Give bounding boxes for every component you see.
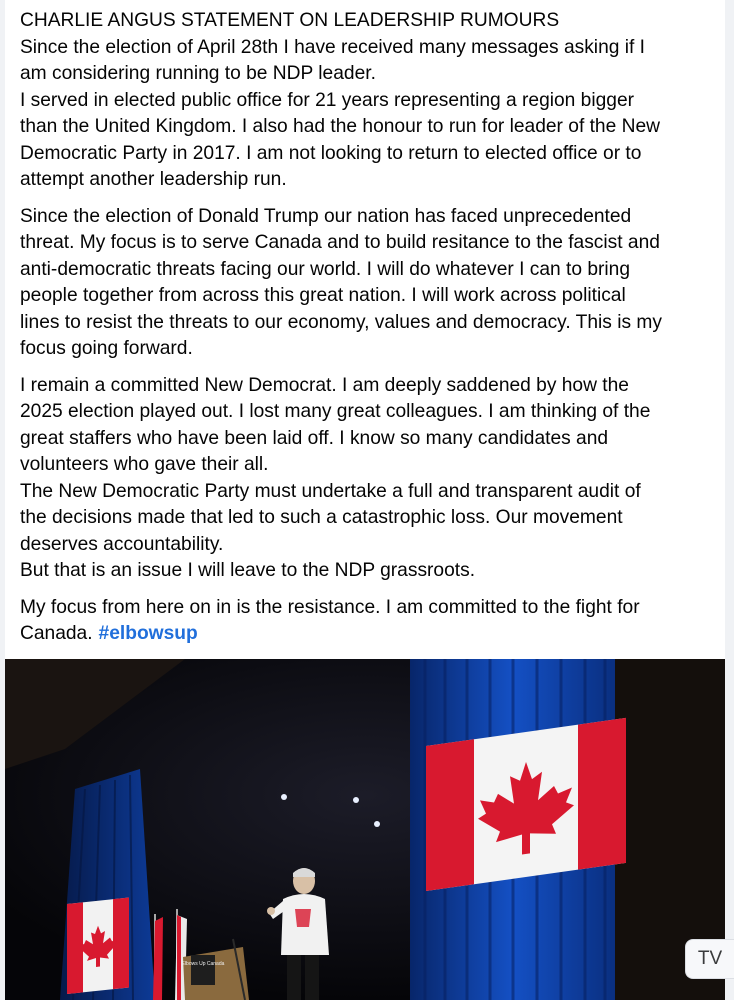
text-line: I served in elected public office for 21 years representing a region bigger bbox=[20, 89, 635, 111]
text-line: than the United Kingdom. I also had the honour to run for leader of the New bbox=[20, 116, 660, 137]
text-line: Since the election of Donald Trump our nation has faced unprecedented bbox=[20, 205, 632, 227]
text-line: the decisions made that led to such a catastrophic loss. Our movement bbox=[20, 507, 623, 528]
text-line: anti-democratic threats facing our world. I will do whatever I can to bring bbox=[20, 258, 631, 280]
text-line: I remain a committed New Democrat. I am deeply saddened by how the bbox=[20, 374, 629, 396]
post-text bbox=[20, 8, 710, 658]
podium-sign: Elbows Up Canada bbox=[181, 961, 225, 967]
post-title-line bbox=[20, 8, 710, 35]
stage-photo[interactable] bbox=[5, 659, 725, 1000]
paragraph-4 bbox=[20, 595, 710, 648]
text-line: volunteers who gave their all. bbox=[20, 454, 269, 475]
paragraph-1 bbox=[20, 35, 710, 194]
text-line: attempt another leadership run. bbox=[20, 169, 287, 190]
text-line: people together from across this great nation. I will work across political bbox=[20, 285, 626, 306]
text-line: The New Democratic Party must undertake a full and transparent audit of bbox=[20, 480, 641, 502]
text-line: am considering running to be NDP leader. bbox=[20, 63, 376, 84]
text-line: My focus from here on in is the resistance. I am committed to the fight for bbox=[20, 596, 640, 618]
post-title: CHARLIE ANGUS STATEMENT ON LEADERSHIP RUMOURS bbox=[20, 10, 560, 31]
text-line: But that is an issue I will leave to the NDP grassroots. bbox=[20, 560, 476, 581]
paragraph-2 bbox=[20, 204, 710, 363]
text-line: great staffers who have been laid off. I know so many candidates and bbox=[20, 427, 609, 449]
paragraph-3 bbox=[20, 373, 710, 585]
stage-photo-svg bbox=[5, 659, 725, 1000]
tv-badge[interactable]: TV bbox=[685, 939, 734, 979]
text-line-end: Canada. bbox=[20, 623, 93, 644]
facebook-post bbox=[5, 0, 725, 1000]
canada-flag-small bbox=[67, 897, 129, 994]
stage-light bbox=[374, 821, 380, 827]
canada-flag-large bbox=[426, 718, 626, 891]
text-line: lines to resist the threats to our economy, values and democracy. This is my bbox=[20, 311, 662, 333]
text-line-final bbox=[20, 621, 710, 648]
text-line: focus going forward. bbox=[20, 338, 193, 359]
text-line: Democratic Party in 2017. I am not looking to return to elected office or to bbox=[20, 142, 642, 164]
stage-light bbox=[353, 797, 359, 803]
stage-light bbox=[281, 794, 287, 800]
text-line: Since the election of April 28th I have received many messages asking if I bbox=[20, 36, 645, 58]
text-line: 2025 election played out. I lost many great colleagues. I am thinking of the bbox=[20, 401, 651, 422]
hashtag-link[interactable]: #elbowsup bbox=[98, 623, 198, 644]
text-line: threat. My focus is to serve Canada and to build resitance to the fascist and bbox=[20, 232, 660, 253]
text-line: deserves accountability. bbox=[20, 533, 224, 555]
